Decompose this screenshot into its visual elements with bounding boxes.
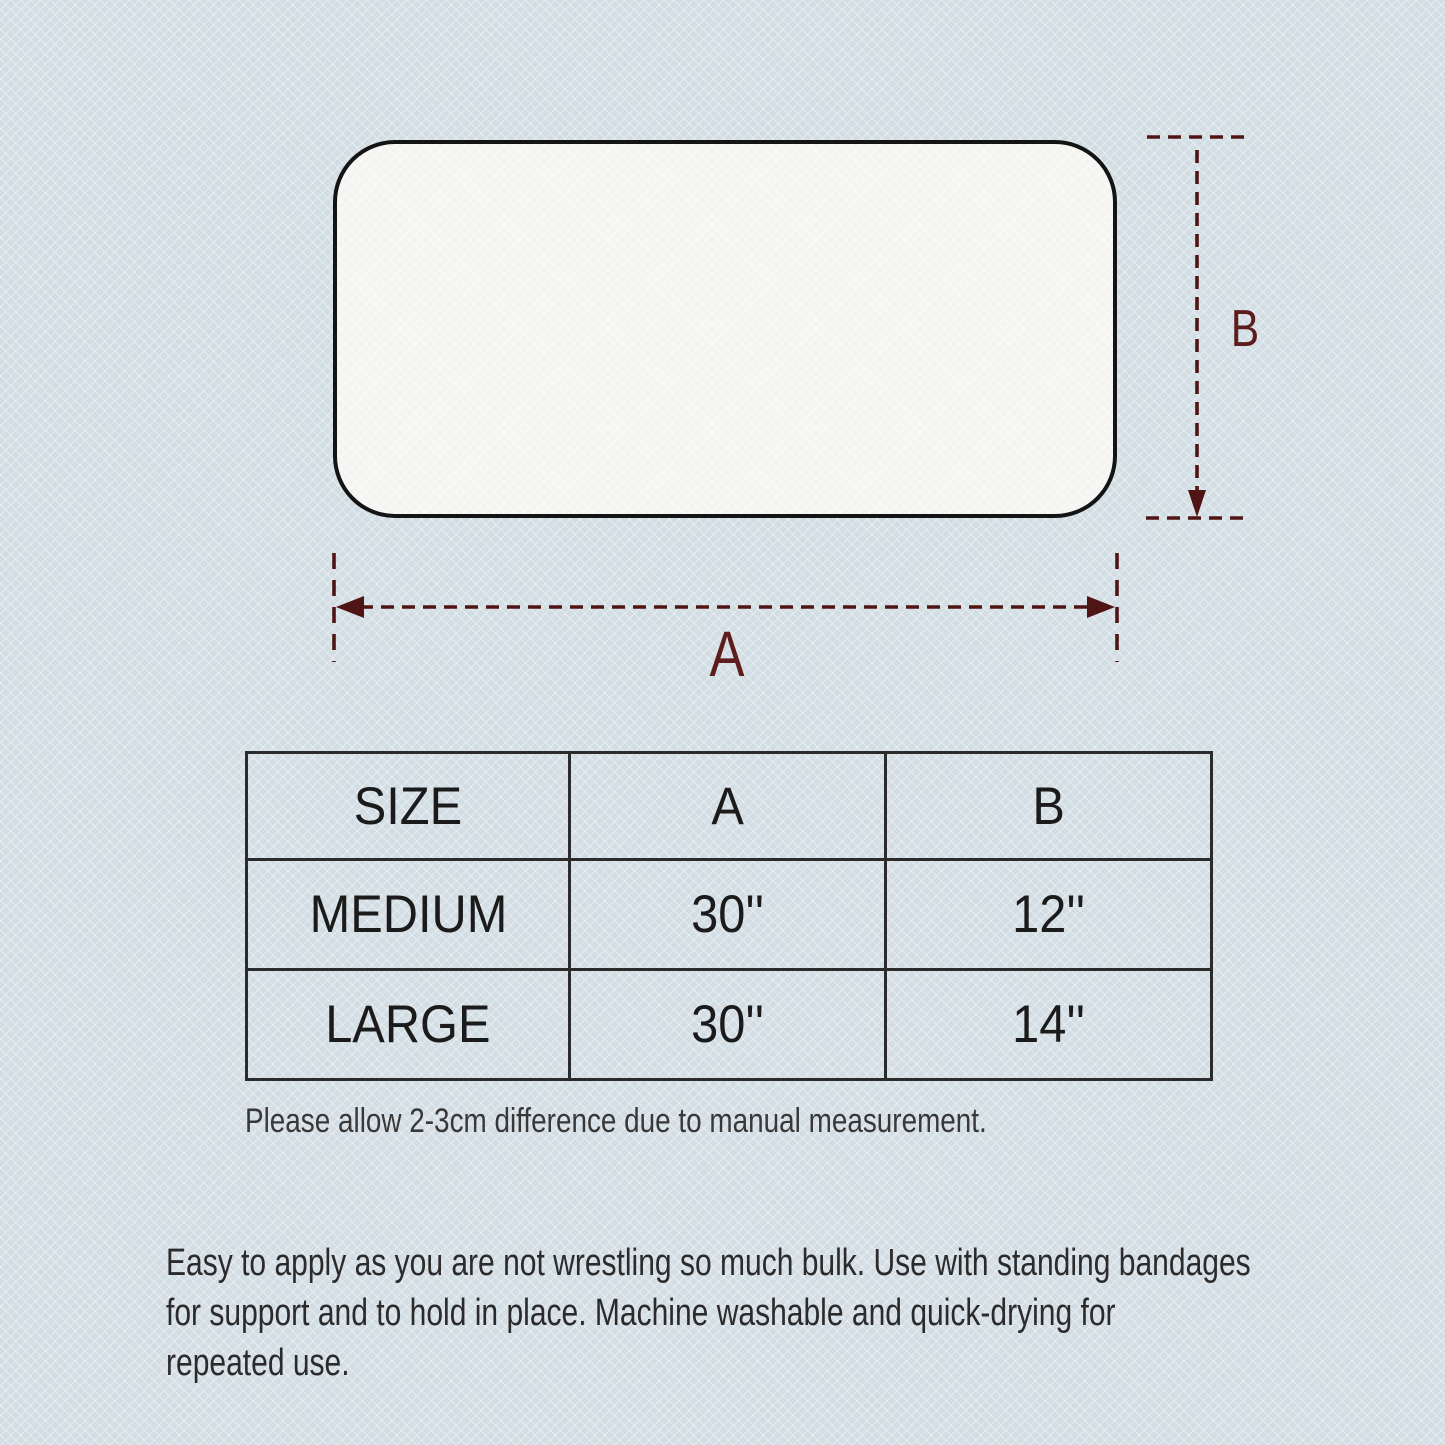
dimension-a-arrow-left-icon bbox=[336, 596, 364, 618]
description-line-1: Easy to apply as you are not wrestling so much bulk. Use with standing bandages bbox=[166, 1242, 1251, 1284]
product-description bbox=[166, 1238, 1251, 1388]
size-table-row-medium bbox=[247, 860, 1212, 970]
size-table-header-a: A bbox=[570, 753, 886, 860]
dimension-b-arrow-down-icon bbox=[1188, 490, 1206, 517]
a-cell-medium: 30'' bbox=[570, 860, 886, 970]
size-table bbox=[245, 751, 1213, 1081]
b-cell-large: 14'' bbox=[886, 970, 1212, 1080]
description-line-3: repeated use. bbox=[166, 1342, 350, 1384]
size-table-header-b: B bbox=[886, 753, 1212, 860]
size-table-header-row bbox=[247, 753, 1212, 860]
dimension-a-arrow-right-icon bbox=[1087, 596, 1115, 618]
b-cell-medium: 12'' bbox=[886, 860, 1212, 970]
pad-outline-shape bbox=[333, 140, 1117, 518]
size-table-header-size: SIZE bbox=[247, 753, 570, 860]
a-cell-large: 30'' bbox=[570, 970, 886, 1080]
dimension-a-label: A bbox=[709, 618, 745, 690]
size-table-row-large bbox=[247, 970, 1212, 1080]
measurement-note: Please allow 2-3cm difference due to manual measurement. bbox=[245, 1102, 987, 1140]
size-cell-large: LARGE bbox=[247, 970, 570, 1080]
size-cell-medium: MEDIUM bbox=[247, 860, 570, 970]
description-line-2: for support and to hold in place. Machine washable and quick-drying for bbox=[166, 1292, 1116, 1334]
dimension-b-label: B bbox=[1230, 300, 1260, 358]
